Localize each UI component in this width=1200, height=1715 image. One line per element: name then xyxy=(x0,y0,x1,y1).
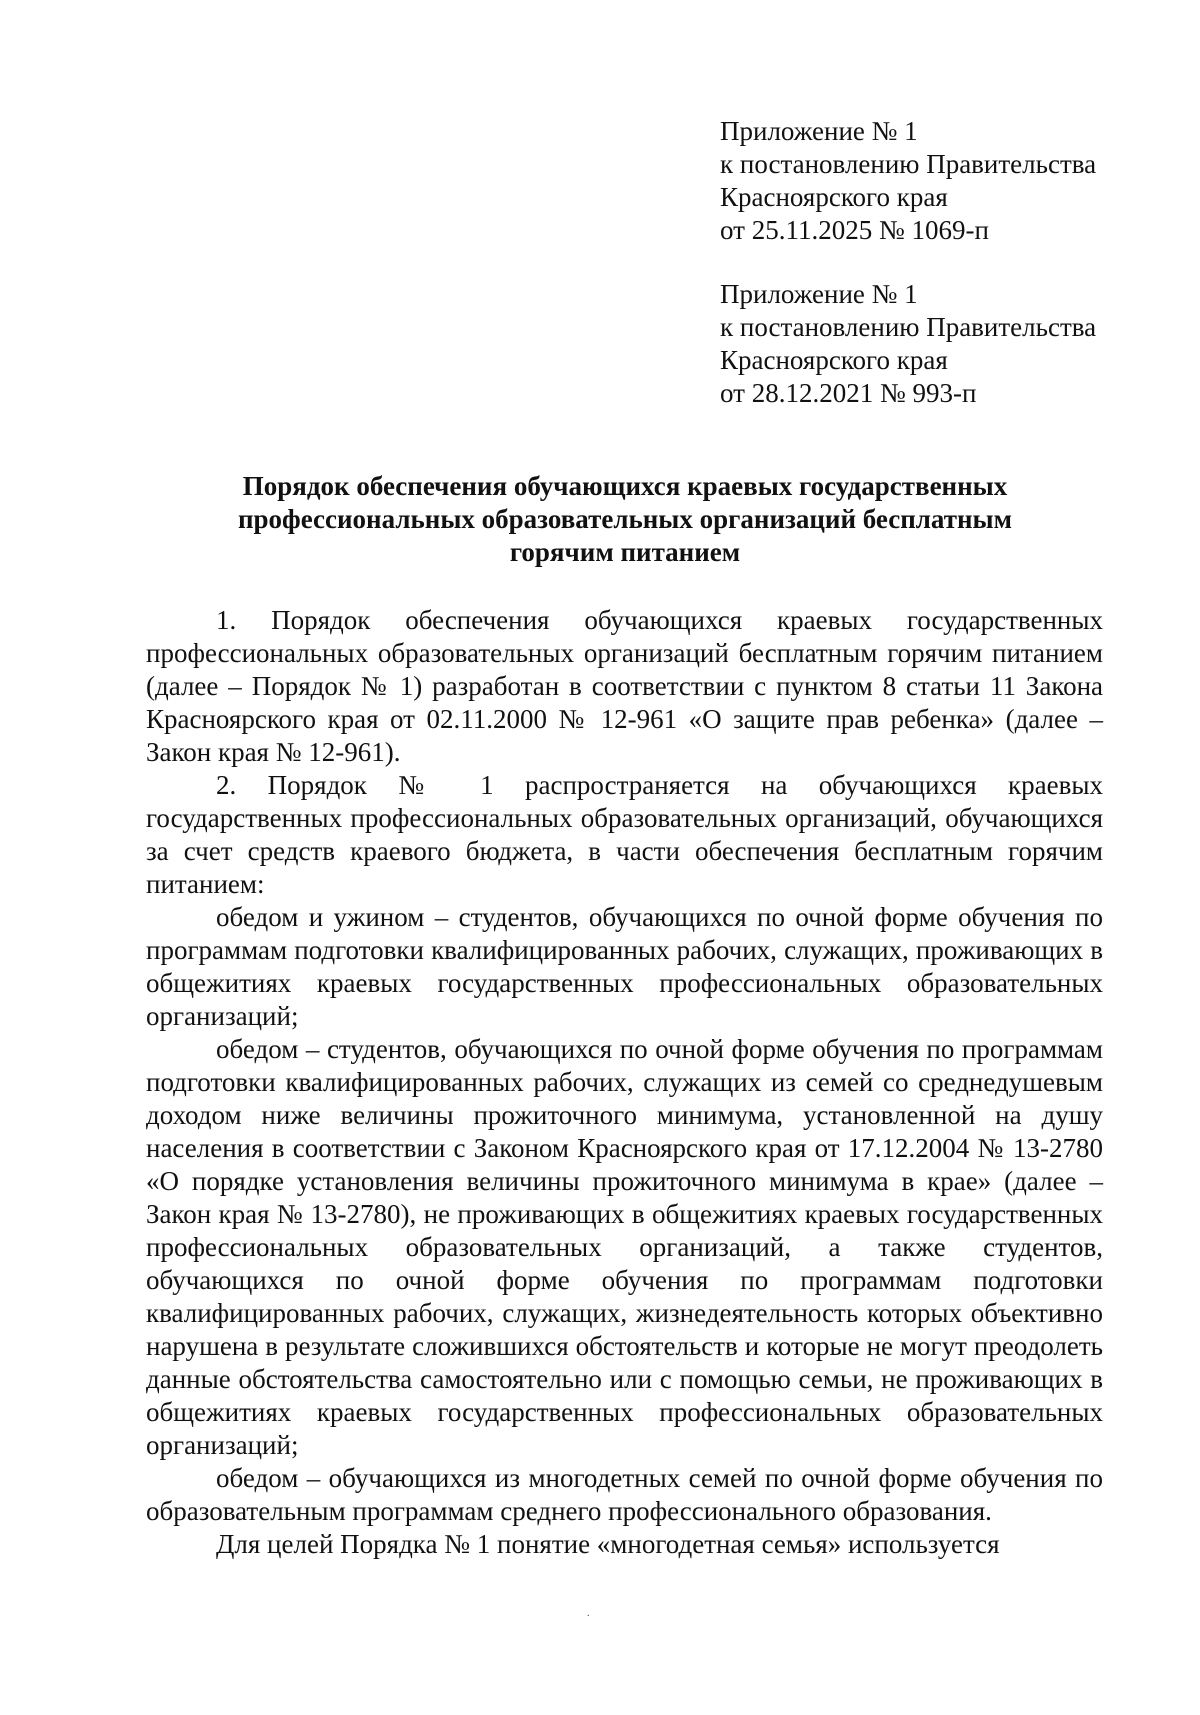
paragraph-dinner-supper: обедом и ужином – студентов, обучающихся по очной форме обучения по программам подготовки квалифицированных рабочих, служащих, проживающих в общежитиях краевых государственных профессиональных образовательных организаций; xyxy=(146,902,1103,1031)
attachment-region: Красноярского края xyxy=(720,182,948,212)
paragraph-dinner-large-families: обедом – обучающихся из многодетных семей по очной форме обучения по образовательным программам среднего профессионального образования. xyxy=(146,1463,1103,1526)
attachment-reference: к постановлению Правительства xyxy=(720,312,1097,342)
attachment-header-original xyxy=(720,278,1160,410)
document-title xyxy=(150,470,1100,569)
attachment-header-current xyxy=(720,115,1160,247)
attachment-reference: к постановлению Правительства xyxy=(720,149,1097,179)
attachment-date-number: от 25.11.2025 № 1069-п xyxy=(720,215,989,245)
paragraph-large-family-definition: Для целей Порядка № 1 понятие «многодетная семья» используется xyxy=(216,1529,1000,1559)
page-mark: . xyxy=(587,1608,590,1619)
attachment-title: Приложение № 1 xyxy=(720,279,918,309)
title-line: профессиональных образовательных организаций бесплатным xyxy=(237,504,1013,534)
attachment-date-number: от 28.12.2021 № 993-п xyxy=(720,378,977,408)
attachment-title: Приложение № 1 xyxy=(720,116,918,146)
title-line: горячим питанием xyxy=(509,537,741,567)
paragraph-1: 1. Порядок обеспечения обучающихся краевых государственных профессиональных образовательных организаций бесплатным горячим питанием (далее – Порядок № 1) разработан в соответствии с пунктом 8 статьи 11 Закона Красноярского края от 02.11.2000 № 12-961 «О защите прав ребенка» (далее – Закон края № 12-961). xyxy=(146,605,1103,767)
paragraph-dinner-low-income: обедом – студентов, обучающихся по очной форме обучения по программам подготовки квалифицированных рабочих, служащих из семей со среднедушевым доходом ниже величины прожиточного минимума, установленной на душу населения в соответствии с Законом Красноярского края от 17.12.2004 № 13-2780 «О порядке установления величины прожиточного минимума в крае» (далее – Закон края № 13-2780), не проживающих в общежитиях краевых государственных профессиональных образовательных организаций, а также студентов, обучающихся по очной форме обучения по программам подготовки квалифицированных рабочих, служащих, жизнедеятельность которых объективно нарушена в результате сложившихся обстоятельств и которые не могут преодолеть данные обстоятельства самостоятельно или с помощью семьи, не проживающих в общежитиях краевых государственных профессиональных образовательных организаций; xyxy=(146,1034,1103,1460)
attachment-region: Красноярского края xyxy=(720,345,948,375)
document-body xyxy=(146,604,1103,1561)
title-line: Порядок обеспечения обучающихся краевых государственных xyxy=(242,471,1008,501)
paragraph-2: 2. Порядок № 1 распространяется на обучающихся краевых государственных профессиональных образовательных организаций, обучающихся за счет средств краевого бюджета, в части обеспечения бесплатным горячим питанием: xyxy=(146,770,1103,899)
